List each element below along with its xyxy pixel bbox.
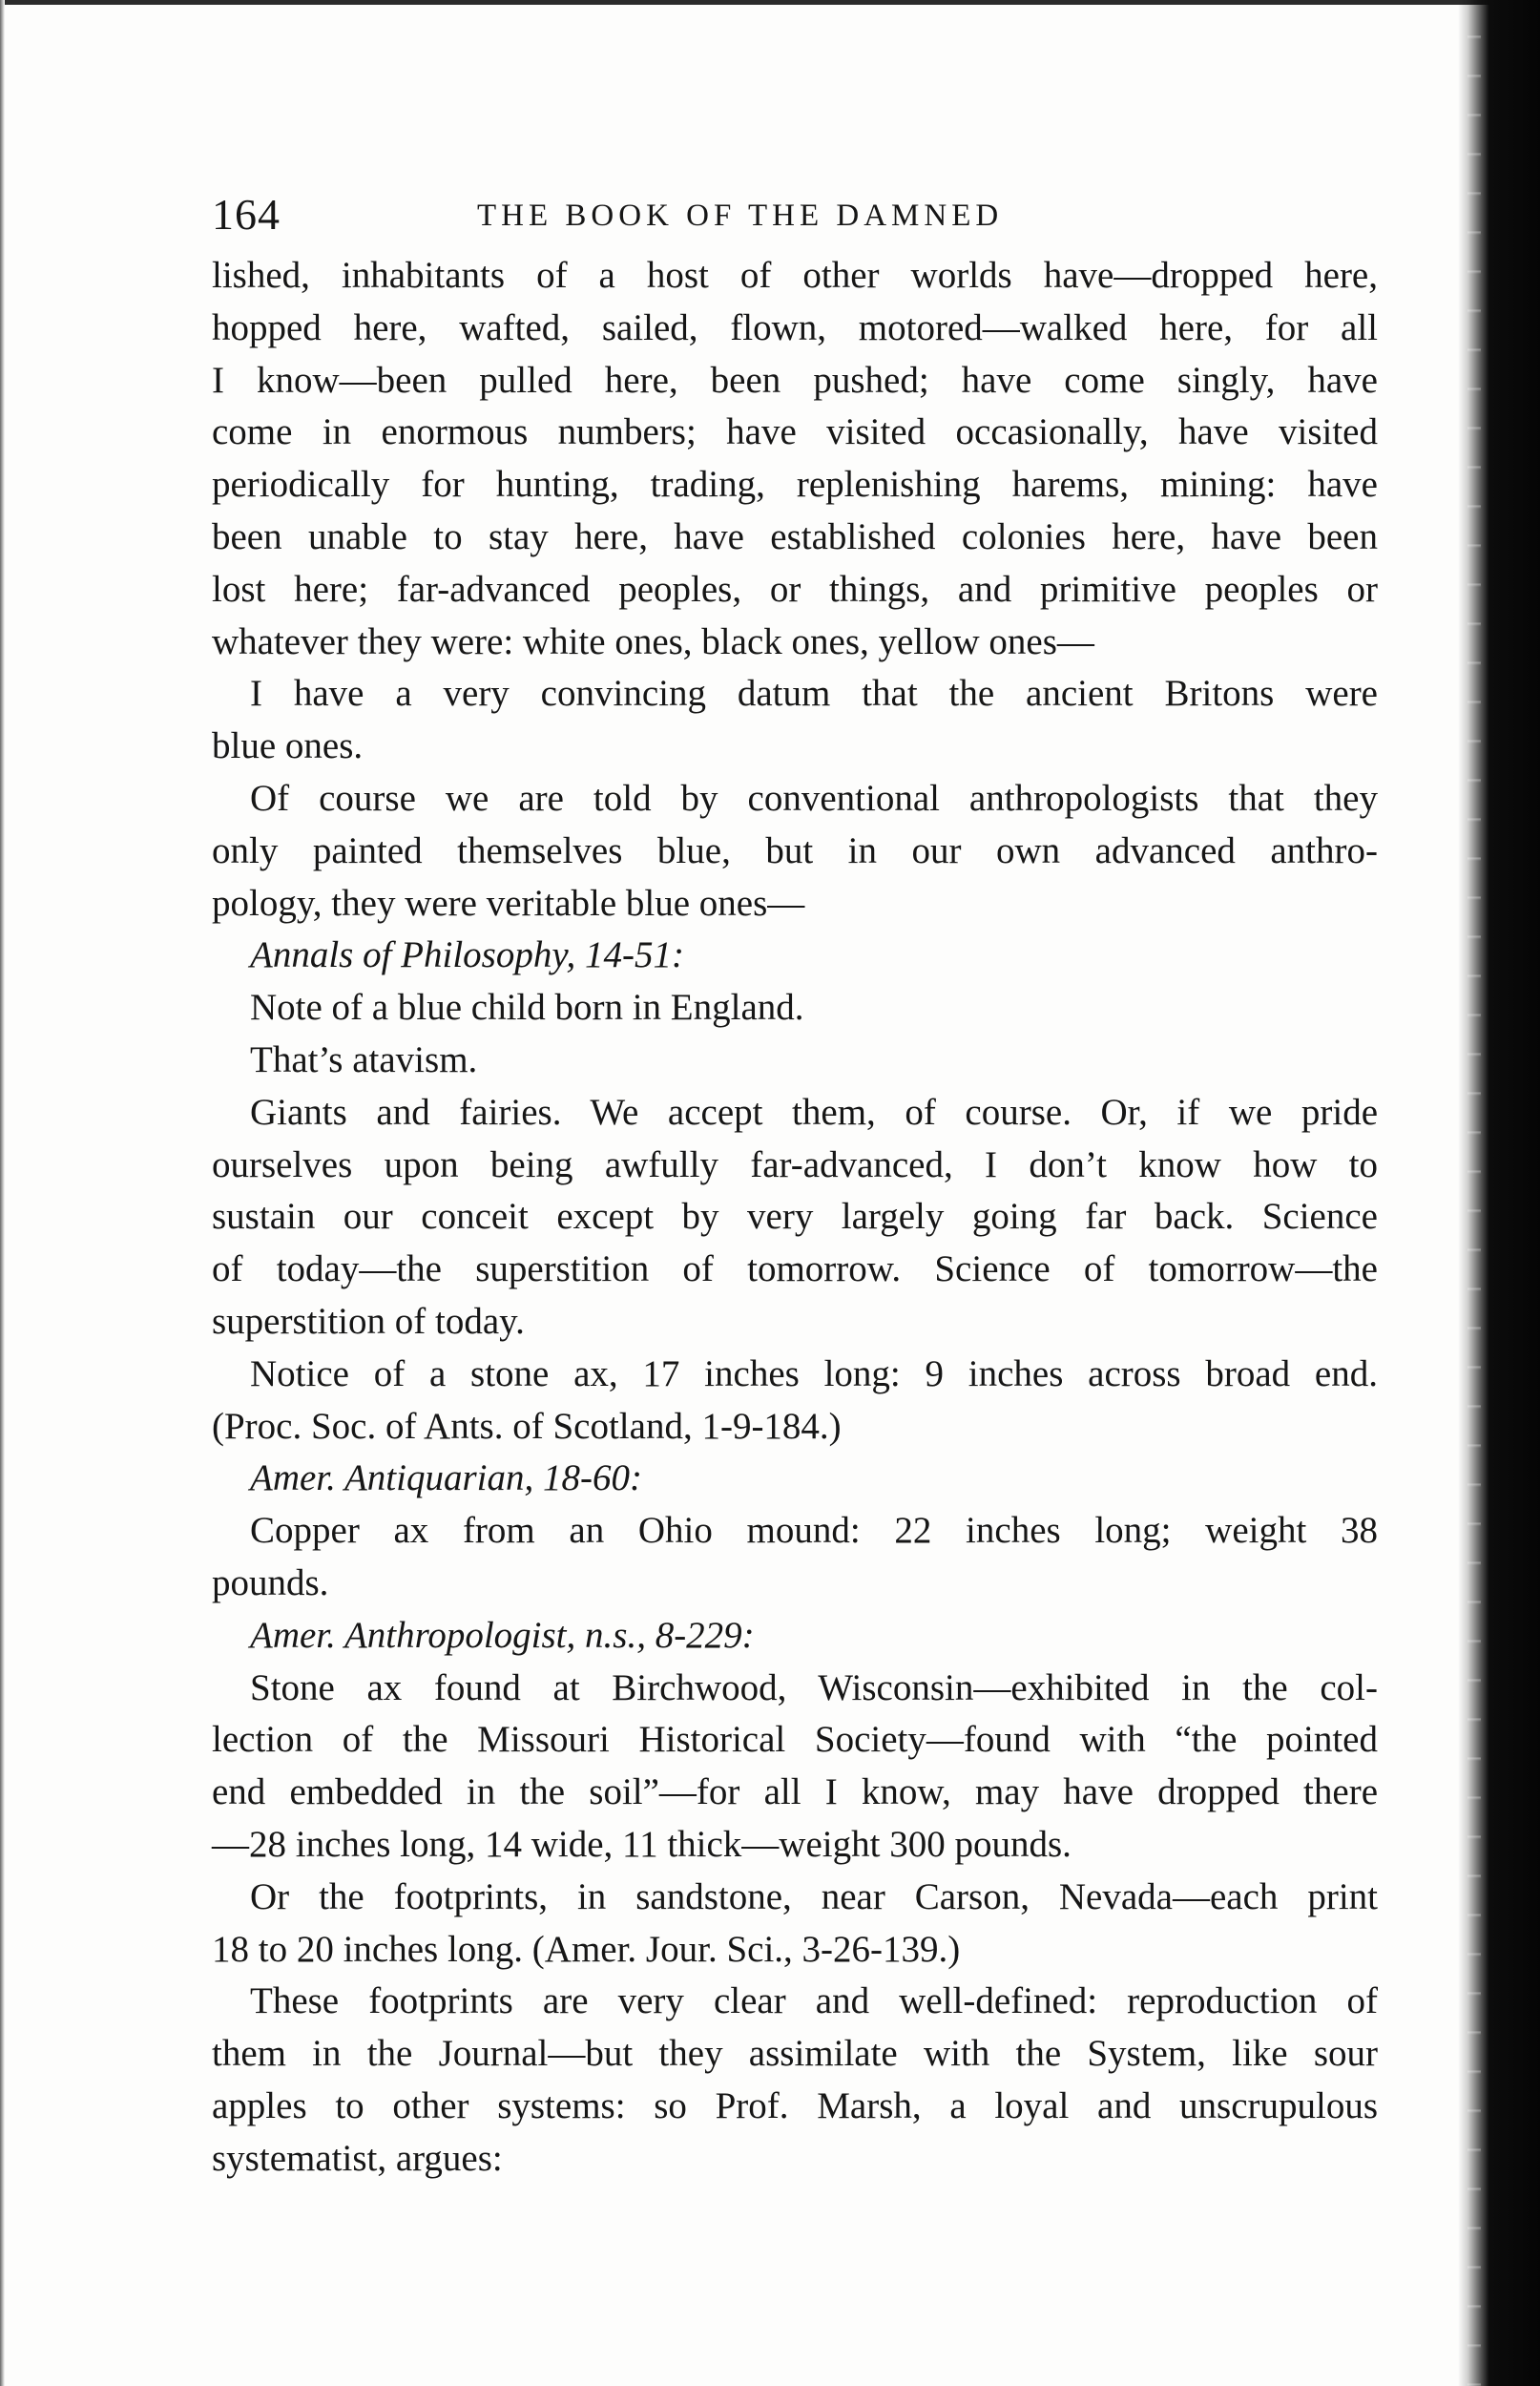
- text-line: come in enormous numbers; have visited occasionally, have visited: [212, 411, 1378, 453]
- text-line: Notice of a stone ax, 17 inches long: 9 inches across broad end.: [250, 1352, 1378, 1394]
- page-number: 164: [212, 190, 281, 239]
- text-line: them in the Journal—but they assimilate with the System, like sour: [212, 2033, 1378, 2075]
- gutter-specks: [1467, 0, 1481, 2386]
- text-line: I know—been pulled here, been pushed; have come singly, have: [212, 359, 1378, 401]
- text-line: apples to other systems: so Prof. Marsh, a loyal and unscrupulous: [212, 2084, 1378, 2126]
- text-line: Stone ax found at Birchwood, Wisconsin—exhibited in the col-: [250, 1666, 1378, 1708]
- text-line: —28 inches long, 14 wide, 11 thick—weight 300 pounds.: [212, 1823, 1072, 1865]
- book-title: THE BOOK OF THE DAMNED: [477, 199, 1004, 233]
- text-line: These footprints are very clear and well-defined: reproduction of: [250, 1980, 1378, 2022]
- text-line: lished, inhabitants of a host of other worlds have—dropped here,: [212, 255, 1378, 296]
- text-line: pology, they were veritable blue ones—: [212, 882, 805, 924]
- scan-top-edge: [0, 0, 1540, 5]
- text-line: Note of a blue child born in England.: [250, 987, 804, 1029]
- text-line: superstition of today.: [212, 1300, 525, 1342]
- running-head: [212, 181, 1357, 248]
- text-line: Of course we are told by conventional anthropologists that they: [250, 777, 1378, 819]
- text-line: sustain our conceit except by very largely going far back. Science: [212, 1196, 1378, 1238]
- text-line: only painted themselves blue, but in our own advanced anthro-: [212, 829, 1378, 871]
- text-line: been unable to stay here, have established colonies here, have been: [212, 515, 1378, 557]
- text-line: systematist, argues:: [212, 2137, 503, 2179]
- text-line: I have a very convincing datum that the ancient Britons were: [250, 673, 1378, 715]
- text-line: Or the footprints, in sandstone, near Carson, Nevada—each print: [250, 1875, 1378, 1917]
- text-line: hopped here, wafted, sailed, flown, motored—walked here, for all: [212, 306, 1378, 348]
- scan-left-edge: [0, 0, 5, 2386]
- text-line: blue ones.: [212, 725, 364, 767]
- text-line: lection of the Missouri Historical Society—found with “the pointed: [212, 1719, 1378, 1761]
- text-line: Giants and fairies. We accept them, of course. Or, if we pride: [250, 1091, 1378, 1133]
- text-line: ourselves upon being awfully far-advanced, I don’t know how to: [212, 1143, 1378, 1185]
- text-line: end embedded in the soil”—for all I know, may have dropped there: [212, 1771, 1378, 1813]
- text-line: pounds.: [212, 1561, 329, 1603]
- text-line: of today—the superstition of tomorrow. Science of tomorrow—the: [212, 1248, 1378, 1290]
- text-line: periodically for hunting, trading, replenishing harems, mining: have: [212, 464, 1378, 506]
- citation-line: Amer. Anthropologist, n.s., 8-229:: [250, 1614, 755, 1656]
- citation-line: Annals of Philosophy, 14-51:: [250, 934, 684, 976]
- text-line: Copper ax from an Ohio mound: 22 inches long; weight 38: [250, 1510, 1378, 1552]
- citation-line: 18 to 20 inches long. (Amer. Jour. Sci., 3-26-139.): [212, 1928, 961, 1970]
- text-line: lost here; far-advanced peoples, or things, and primitive peoples or: [212, 568, 1378, 610]
- citation-line: Amer. Antiquarian, 18-60:: [250, 1457, 642, 1499]
- body-text: [212, 250, 1378, 2185]
- citation-line: (Proc. Soc. of Ants. of Scotland, 1-9-184.): [212, 1405, 842, 1447]
- text-line: whatever they were: white ones, black ones, yellow ones—: [212, 620, 1094, 662]
- text-line: That’s atavism.: [250, 1038, 478, 1080]
